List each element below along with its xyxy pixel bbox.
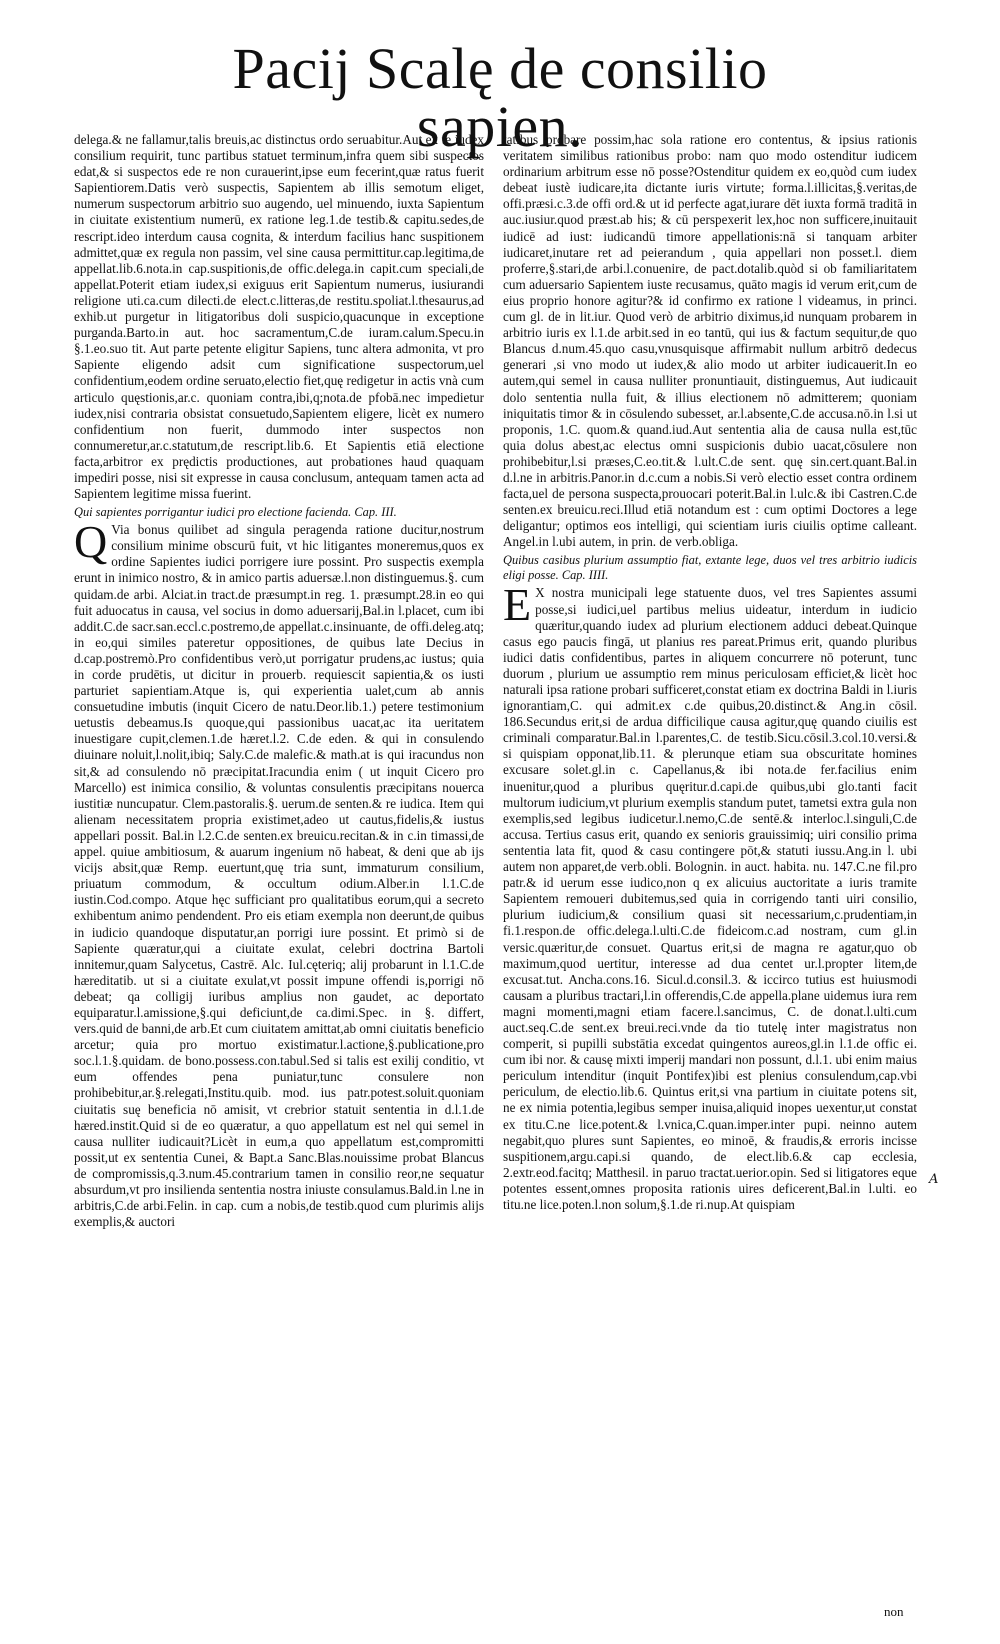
- drop-cap: Q: [74, 516, 108, 568]
- drop-cap: E: [503, 579, 532, 631]
- right-column: [503, 132, 917, 1602]
- catchword: non: [884, 1604, 904, 1619]
- left-column: [74, 132, 484, 1602]
- chapter-heading: Qui sapientes porrigantur iudici pro electione facienda. Cap. III.: [74, 505, 397, 520]
- paragraph-text: X nostra municipali lege statuente duos, vel tres Sapientes assumi posse,si iudici,uel partibus melius uideatur, interdum in iudicio quæritur,quando iudex ad plurium electionem adduci debeat.Quinque casus ego paucis fingā, ut planius res pareat.Primus erit, quando pluribus iudici datis confidentibus, partes in aliquem concurrere nō poterunt, tunc duorum , plurium ue assumptio rem minus periculosam efficiet,& licèt hoc naturali ipsa ratione probari sufficeret,constat etiam ex doctrina Baldi in l.iuris ignorantiam,C. qui admit.ex c.de quibus,20.distinct.& Ang.in cōsil. 186.Secundus erit,si de ardua difficilique causa agitur,quę quando ciuilis est criminali comparatur.Bal.in l.parentes,C. de testib.Sicu.cōsil.3.col.10.versi.& si quispiam opponat,lib.11. & plerunque etiam sua obscuritate homines excusare solet.gl.in c. Capellanus,& ibi nota.de fer.facilius enim inuenitur,quod a pluribus quęritur.d.capi.de quibus,ubi glo.tanti facit multorum iudicium,vt plurium exemplis standum putet, tametsi extra gula non exemplis,sed legibus iudicetur.l.nemo,C.de sentē.& interloc.l.singuli,C.de accusa. Tertius casus erit, quando ex senioris grauissimiq; uiri consilio prima sententia lata fit, quod & casu contingere pōt,& statuti iussu.Ang.in l. ubi autem non apparet,de verb.obli. Bolognin. in auct. habita. nu. 147.C.ne fil.pro patr.& id uerum esse iudico,non q ex alicuius auctoritate a iuris tramite Sapientem remoueri dubitemus,sed quia in corrigendo tanti uiri consilio, plurium iudicium,& consilium quasi sit necessarium,c.prudentiam,in fi.1.respon.de offic.delega.l.ulti.C.de fideicom.c.ad nostram, cum gl.in versic.quæritur,de consuet. Quartus erit,si de magna re agatur,quo ob maximum,quod uertitur, interesse ad dua centet ur.l.propter litem,de excusat.tut. Ancha.cons.16. Sicul.d.consil.3. & iccirco tutius est huiusmodi causam a pluribus tractari,l.in offerendis,C.de appella.plane uidemus iura rem magni momenti,magni etiam facere.l.sancimus, C. de donat.l.ulti.cum auct.seq.C.de sent.ex breui.reci.vnde da tio tutelę inter magistratus non comperit, si pupilli substātia excedat quingentos aureos,gl.in l.1.de offic ei. cum ibi nor. & causę mixti imperij mandari non possunt, d.l.1. ubi enim maius periculum intenditur (inquit Pontifex)ibi est plenius consulendum,cap.vbi periculum, de electio.lib.6. Quintus erit,si vna partium in ciuitate potens sit, ne ex nimia potentia,legibus semper inuisa,aliquid inopes uexentur,ut constat ex titu.C.ne lice.potent.& l.vnica,C.quan.imper.inter pupi. neinno autem negabit,quo plures sunt Sapientes, eo minoē, & fraudis,& erroris incisse suspitionem,argu.capi.si quando, de elect.lib.6.& cap ecclesia, 2.extr.eod.facitq; Matthesil. in paruo tractat.uerior.opin. Sed si litigatores eque potentes essent,omnes proposita rationis uires deficerent,Bal.in l.ulti. eo titu.ne lice.poten.l.non solum,§.1.de ri.nup.At quispiam: [503, 585, 917, 1212]
- paragraph: delega.& ne fallamur,talis breuis,ac distinctus ordo seruabitur.Aut ex te iudex consilium requirit, tunc partibus statuet terminum,infra quem sibi suspectos edat,& si suspectos ede re non curauerint,ipse eum fecerint,quæ ratus fuerit Sapientiorem.Datis verò suspectis, Sapientem ab illis semotum eliget, numerum suspectorum arbitrio suo augendo, uel minuendo, iuxta Sapientum in ciuitate existentium numerū, ex ratione leg.1.de testib.& capitu.sedes,de rescript.ideo interdum causa cognita, & interdum facilius hanc suspitionem admittet,quæ ex regula non passim, vel sine causa permittitur.cap.legitima,de appellat.lib.6.nota.in cap.suspitionis,de offic.delega.in capit.cum speciali,de appellat.Poterit etiam iudex,si exiguus erit Sapientum numerus, iusiurandi religione uti.ca.cum dilecti.de elect.c.litteras,de restitu.spoliat.l.thesaurus,ad exhib.ut purgetur in litigatoribus doli suspicio,quacunque in exceptione purganda.Barto.in aut. hoc sacramentum,C.de iuram.calum.Specu.in §.1.eo.suo tit. Aut parte petente eligitur Sapiens, tunc altera admonita, vt pro Sapiente eligendo adsit cum significatione suspectorum,uel confidentium,eodem ordine seruato,electio fiet,quę redigetur in actis vnà cum articulo quęstionis,ar.c. quoniam contra,ibi,q;nota.de pfobā.nec impedietur iudex,nisi contraria obsistat consuetudo,Sapientem eligere, licèt ex numero confidentium non fuerit, dummodo inter suspectos non connumeretur,ar.c.statutum,de rescript.lib.6. Et Sapientis etiā electione facta,arbitror ex prędictis productiones, aut probationes haud quaquam impediri posse, nisi sit expresse in causa conclusum, antequam tamen acta ad Sapientem legitime missa fuerint.: [74, 132, 484, 502]
- paragraph-text: Via bonus quilibet ad singula peragenda ratione ducitur,nostrum consilium minime obscurū fuit, vt hic litigantes moneremus,quos ex ordine Sapientes iudici porrigere iure possint. Pro suspectis exempla erunt in inimico nostro, & in amico partis aduersæ.l.non distinguemus.§. cum quidam.de arbi. Alciat.in tract.de præsumpt.in reg. 1. præsumpt.28.in eo qui fuit aduocatus in causa, vel socius in domo aduersarij,Bal.in l.placet, cum ibi addit.C.de sacr.san.eccl.c.postremo,de appellat.c.insinuante, de offi.deleg.atq; in eo,qui similes pateretur oppositiones, de quibus late Decius in d.cap.postremò.Pro confidentibus verò,ut porrigatur prudens,ac iustus; quia in corde prudētis, ut dicitur in prouerb. requiescit sapientia,& os iusti parturiet sapientiam.Atque is, qui experientia ualet,cum ab annis consuetudine imbutis (inquit Cicero de natu.Deor.lib.1.) petere testimonium uetustis debeamus.Is quoque,qui passionibus uacat,ac ita ueritatem inuestigare cupit,clemen.1.de hæret.l.2. C.de eden. & qui in consulendo diuinare noluit,l.nolit,ibiq; Saly.C.de malefic.& math.at is qui iracundus non sit,& ad consulendo nō præcipitat.Iracundia enim ( ut inquit Cicero pro Marcello) est inimica consilio, & voluntas consulentis præcipitans nouerca iustitiæ nuncupatur. Clem.pastoralis.§. uerum.de senten.& re iudica. Item qui alienam necessitatem propria existimet,adeo ut cautus,fidelis,& iustus appellari possit. Bal.in l.2.C.de senten.ex breuicu.recitan.& in c.in timassi,de appel. quiue ambitiosum, & auarum ingenium nō habeat, & deni que ab ijs vicijs absit,quæ Remp. euertunt,quę tria sunt, immaturum consilium, priuatum commodum, & occultum odium.Alber.in l.1.C.de iustin.Cod.compo. Atque hęc sufficiant pro qualitatibus eorum,qui a secreto exhibentum animo pendendent. Pro eis etiam exempla non deerunt,de quibus in iudicio quandoque disputatur,an porrigi iure possint. Et primò si de Sapiente quæratur,qui a ciuitate exulat, celebri doctrina Bartoli innitemur,quam Salycetus, Castrē. Alc. Iul.cęteriq; alij probarunt in l.1.C.de hæreditatib. ut si a ciuitate exulat,vt possit impune offendi is,porrigi nō debeat; qa colligij iuribus amplius non gaudet, ac deportato equiparatur.l.amissione,§.qui deficiunt,de ca.dimi.Spec. in §. differt, vers.quid de banni,de arb.Et cum ciuitatem amittat,ab omni ciuitatis beneficio arcetur; quia pro mortuo existimatur.l.actione,§.publicatione,pro soc.l.1.§.quidam. de bono.possess.con.tabul.Sed si talis est exilij conditio, vt eum offendes pena puniatur,tunc consulere non prohibebitur,ar.§.relegati,Institu.quib. mod. ius patr.potest.soluit.quoniam ciuitatis suę beneficia nō amisit, vt crebrior statuit sententia in d.l.1.de hæred.instit.Quid si de eo quæratur, a quo appellatum est nel qui semel in causa nulliter iudicauit?Licèt in eum,a quo appellatum est,compromitti possit,ut ex sententia Cunei, & Bapt.a Sanc.Blas.nouissime probat Blancus de compromissis,q.3.num.45.contrarium tamen in consilio reor,ne sequatur absurdum,vt pro insilienda sententia nostra iniuste consulamus.Bald.in l.ne in arbitris,C.de arbi.Felin. in cap. cum a nobis,de testib.quod cum plurimis alijs exemplis,& auctori: [74, 522, 484, 1230]
- paragraph: [503, 579, 917, 1213]
- chapter-heading: Quibus casibus plurium assumptio fiat, extante lege, duos vel tres arbitrio iudicis eligi posse. Cap. IIII.: [503, 553, 917, 583]
- margin-mark: A: [929, 1172, 939, 1187]
- paragraph: tatibus probare possim,hac sola ratione ero contentus, & ipsius rationis veritatem similibus rationibus probo: nam quo modo ostenditur iudicem ordinarium arbitrum esse nō posse?Ostenditur quidem ex eo,quòd cum iudex debeat iustè iudicare,ita dictante iuris virtute; forma.l.illicitas,§.veritas,de offi.præsi.c.3.de offi ord.& ut id perfecte agat,iurare dēt iuxta formā traditā in auc.iusiur.quod præst.ab his; & cū perspexerit lex,hoc non sufficere,inuitauit iudicē ad iust: iudicandū timore appellationis:nā si tanquam arbiter iudicaret,inutare ret ad peierandum , quia appellari non posset.l. diem proferre,§.stari,de arbi.l.conuenire, de pact.dotalib.quòd si ob familiaritatem cum aduersario Sapientem iuste recusamus, quāto magis id verum erit,cum de eius proprio honore agitur?& id confirmo ex ratione l videamus, in princi. cum gl. de in lit.iur. Quod verò de arbitrio diximus,id nunquam probarem in arbitrio iuris ex l.1.de arbit.sed in eo tantū, qui ius & factum sequitur,de quo Blancus d.num.45.quo casu,vnusquisque affirmabit nullum arbitrō dedecus generari ,si vno modo ut iudex,& alio modo ut arbiter iudicauerit.In eo autem,qui semel in causa nulliter pronuntiauit, distinguemus, Aut iudicauit dolo sententia nulla fuit, & illius electionem nō admitterem; quoniam iniquitatis timor & in cōsulendo subesset, ar.l.absente,C.de accusa.nō.in l.si ut proponis, 1.C. quom.& quand.iud.Aut sententia alia de causa nulla est,tūc quia dolus abest,ac electus omni suspicionis dubio uacat,cōsulere non prohibebitur,l.si præses,C.eo.tit.& l.ult.C.de sent. quę sin.cert.quant.Bal.in d.l.ne in arbitris.Panor.in d.c.cum a nobis.Si verò electio esset contra ordinem facta,uel de persona suspecta,prouocari poterit.Bal.in l.ulc.& ibi Castren.C.de senten.ex breuicu.reci.Illud etiā notandum est : cum optimi Doctores a lege deligantur; optimos eos intelligi, qui scientiam iuris ciuilis optime calleant. Angel.in l.ubi autem, in prin. de verb.obliga.: [503, 132, 917, 550]
- paragraph: [74, 516, 484, 1230]
- running-head: Pacij Scalę de consilio sapien.: [232, 36, 768, 159]
